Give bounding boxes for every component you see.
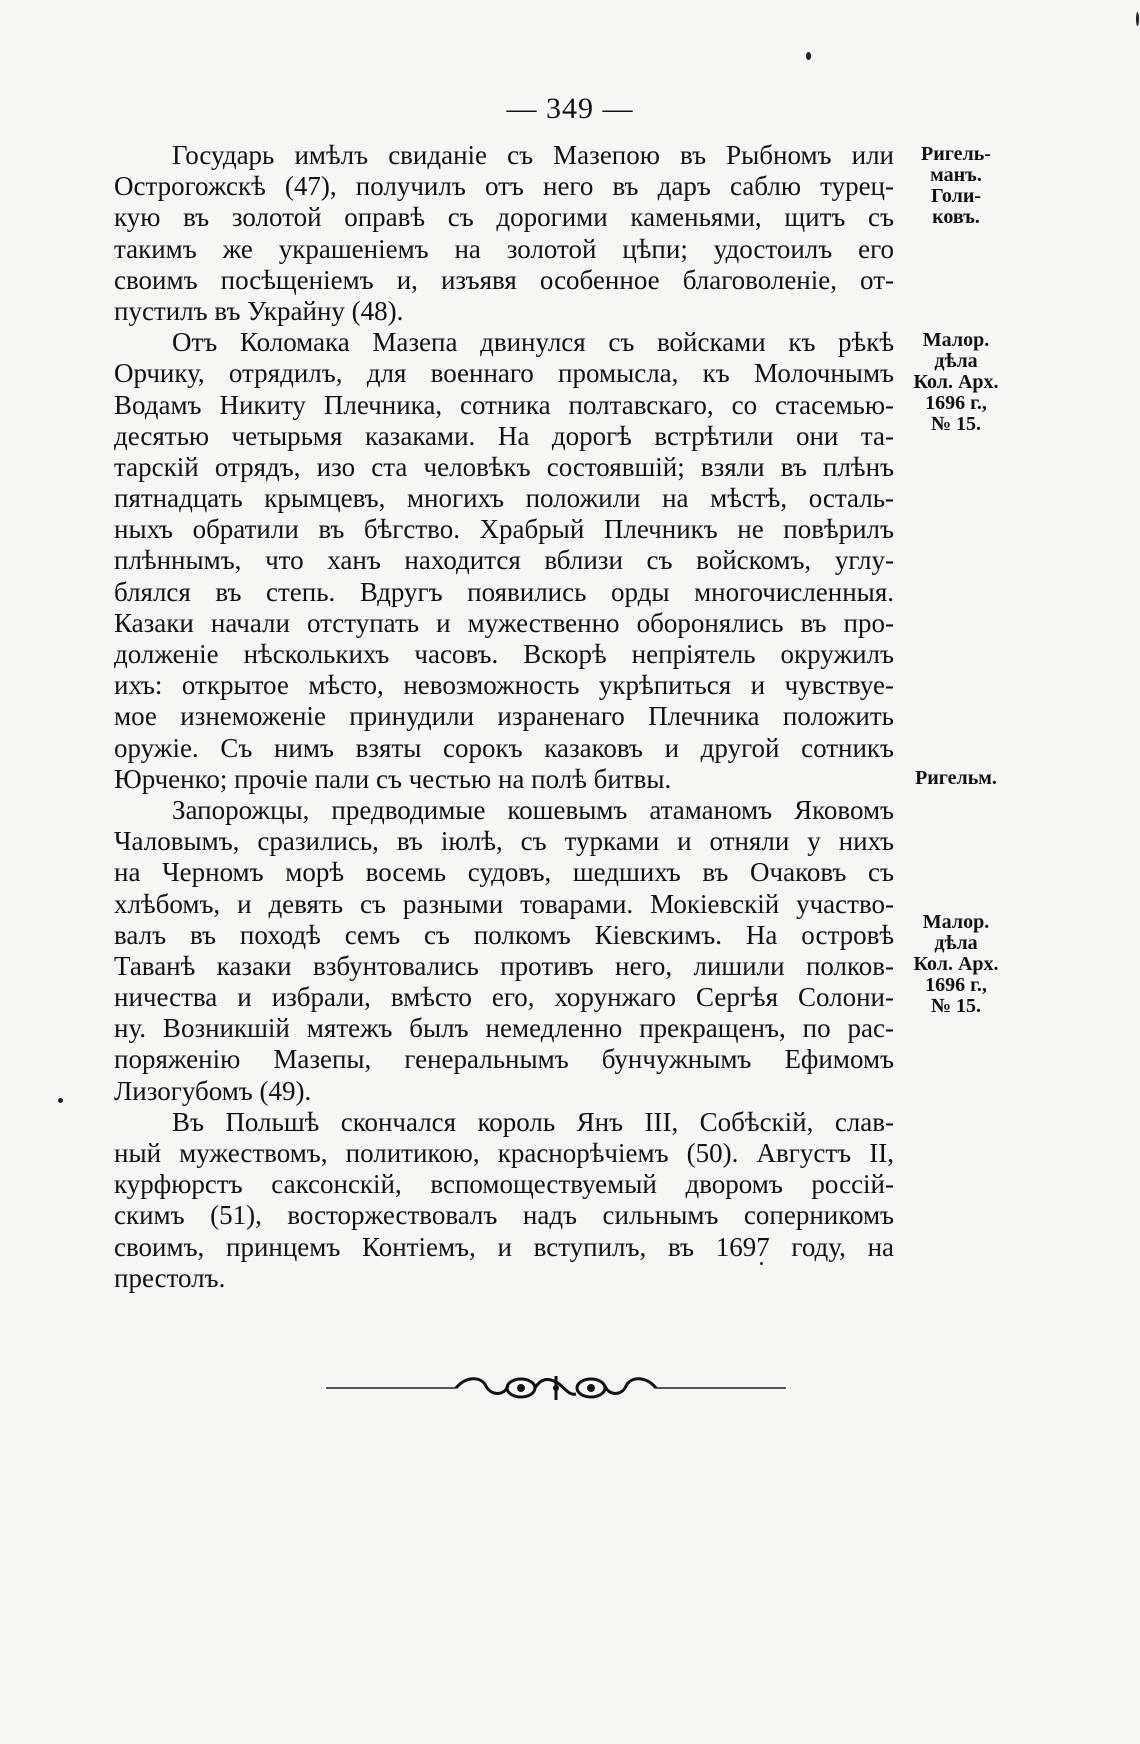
text-line: на Черномъ морѣ восемь судовъ, шедшихъ въ Очаковъ съ	[114, 857, 894, 888]
end-ornament-icon	[326, 1368, 786, 1408]
scan-speck	[806, 52, 811, 60]
text-line: Казаки начали отступать и мужественно оборонялись въ про-	[114, 607, 894, 638]
text-line: ный мужествомъ, политикою, краснорѣчіемъ (50). Августъ II,	[114, 1138, 894, 1168]
paragraph-4	[114, 1107, 894, 1294]
margin-note-1	[904, 144, 1008, 228]
text-line: мое изнеможеніе принудили израненаго Плечника положить	[114, 701, 894, 732]
text-line: своимъ, принцемъ Контіемъ, и вступилъ, въ 1697 году, на	[114, 1231, 894, 1262]
text-line: долженіе нѣсколькихъ часовъ. Вскорѣ непріятель окружилъ	[114, 639, 894, 669]
paragraph-1	[114, 140, 894, 327]
text-line: ихъ: открытое мѣсто, невозможность укрѣпиться и чувствуе-	[114, 670, 894, 701]
text-line: пустилъ въ Украйну (48).	[114, 295, 404, 326]
text-line: поряженію Мазепы, генеральнымъ бунчужнымъ Ефимомъ	[114, 1044, 894, 1075]
margin-note-line: ковъ.	[932, 206, 980, 228]
text-line: такимъ же украшеніемъ на золотой цѣпи; удостоилъ его	[114, 233, 894, 264]
margin-note-line: Кол. Арх.	[913, 371, 999, 393]
margin-note-line: Ригель-	[921, 143, 991, 165]
page-number: — 349 —	[506, 92, 634, 125]
text-line: Лизогубомъ (49).	[114, 1075, 312, 1106]
paragraph-3	[114, 795, 894, 1107]
text-line: своимъ посѣщеніемъ и, изъявя особенное благоволеніе, от-	[114, 264, 894, 295]
text-line: Водамъ Никиту Плечника, сотника полтавскаго, со стасемью-	[114, 389, 894, 420]
text-line: Отъ Коломака Мазепа двинулся съ войсками къ рѣкѣ	[172, 327, 894, 358]
text-line: престолъ.	[114, 1262, 226, 1293]
text-line: Государь имѣлъ свиданіе съ Мазепою въ Рыбномъ или	[172, 140, 894, 170]
margin-note-line: Ригельм.	[915, 767, 997, 789]
text-line: пятнадцать крымцевъ, многихъ положили на мѣстѣ, осталь-	[114, 483, 894, 514]
text-line: кую въ золотой оправѣ съ дорогими каменьями, щитъ съ	[114, 202, 894, 233]
margin-note-line: дѣла	[934, 350, 978, 372]
margin-note-line: 1696 г.,	[925, 974, 987, 996]
margin-note-line: Малор.	[922, 329, 990, 351]
margin-note-3	[904, 768, 1008, 789]
scan-speck	[58, 1098, 63, 1103]
margin-note-line: Малор.	[922, 911, 990, 933]
text-line: ну. Возникшій мятежъ былъ немедленно прекращенъ, по рас-	[114, 1013, 894, 1044]
text-line: скимъ (51), восторжествовалъ надъ сильнымъ соперникомъ	[114, 1200, 894, 1231]
margin-note-line: дѣла	[934, 932, 978, 954]
text-line: ничества и избрали, вмѣсто его, хорунжаго Сергѣя Солони-	[114, 982, 894, 1013]
scan-speck	[1136, 12, 1139, 26]
text-line: блялся въ степь. Вдругъ появились орды многочисленныя.	[114, 576, 894, 607]
text-line: тарскій отрядъ, изо ста человѣкъ состоявшій; взяли въ плѣнъ	[114, 451, 894, 482]
margin-note-line: манъ.	[930, 164, 982, 186]
paragraph-2	[114, 327, 894, 795]
text-line: Острогожскѣ (47), получилъ отъ него въ даръ саблю турец-	[114, 171, 894, 202]
margin-note-line: Голи-	[930, 185, 982, 207]
text-line: десятью четырьмя казаками. На дорогѣ встрѣтили они та-	[114, 420, 894, 451]
text-line: ныхъ обратили въ бѣгство. Храбрый Плечникъ не повѣрилъ	[114, 514, 894, 545]
margin-note-line: № 15.	[930, 413, 982, 435]
text-line: Орчику, отрядилъ, для военнаго промысла, къ Молочнымъ	[114, 358, 894, 389]
text-line: курфюрстъ саксонскій, вспомоществуемый дворомъ россій-	[114, 1169, 894, 1200]
margin-note-2	[904, 330, 1008, 435]
text-line: плѣннымъ, что ханъ находится вблизи съ войскомъ, углу-	[114, 545, 894, 576]
text-line: оружіе. Съ нимъ взяты сорокъ казаковъ и другой сотникъ	[114, 732, 894, 763]
text-line: Запорожцы, предводимые кошевымъ атаманомъ Яковомъ	[172, 794, 894, 825]
text-line: валъ въ походѣ семъ съ полкомъ Кіевскимъ. На островѣ	[114, 919, 894, 950]
text-line: Въ Польшѣ скончался король Янъ III, Собѣскій, слав-	[172, 1106, 894, 1137]
text-line: хлѣбомъ, и девять съ разными товарами. Мокіевскій участво-	[114, 888, 894, 919]
margin-note-line: № 15.	[930, 995, 982, 1017]
text-line: Таванѣ казаки взбунтовались противъ него, лишили полков-	[114, 950, 894, 981]
text-line: Чаловымъ, сразились, въ іюлѣ, съ турками и отняли у нихъ	[114, 826, 894, 857]
margin-note-4	[904, 912, 1008, 1017]
margin-note-line: 1696 г.,	[925, 392, 987, 414]
text-line: Юрченко; прочіе пали съ честью на полѣ битвы.	[114, 763, 672, 794]
scan-speck	[760, 1262, 763, 1265]
margin-note-line: Кол. Арх.	[913, 953, 999, 975]
body-text	[114, 140, 894, 1294]
